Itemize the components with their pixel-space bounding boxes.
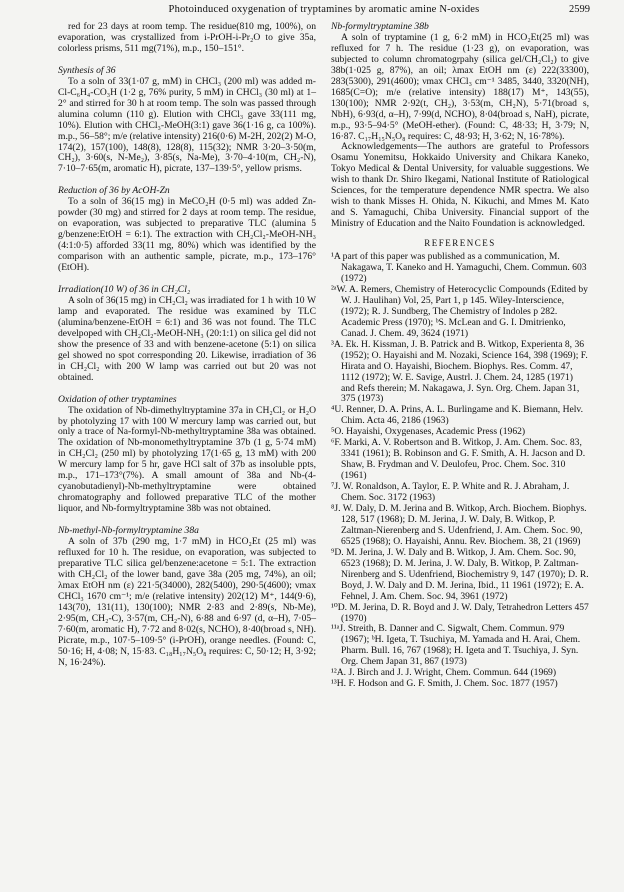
section-heading: Reduction of 36 by AcOH-Zn (58, 185, 170, 197)
reference-item: ⁸J. W. Daly, D. M. Jerina and B. Witkop, Arch. Biochem. Biophys. 128, 517 (1968); D. M. Jerina, J. W. Daly, B. Witkop, P. Zaltman-Nierenberg and S. Udenfriend, J. Am. Chem. Soc. 90, 6525 (1968); O. Hayaishi, Annu. Rev. Biochem. 38, 21 (1969) (331, 502, 587, 547)
reference-item: ¹¹ᵃJ. Streith, B. Danner and C. Sigwalt, Chem. Commun. 979 (1967); ᵇH. Igeta, T. Tsuchiya, M. Yamada and H. Arai, Chem. Pharm. Bull. 16, 767 (1968); H. Igeta and T. Tsuchiya, J. Syn. Org. Chem Japan 31, 867 (1973) (331, 623, 581, 668)
page-number: 2599 (569, 4, 590, 15)
references-title: REFERENCES (424, 238, 496, 249)
reference-item: ⁶F. Marki, A. V. Robertson and B. Witkop, J. Am. Chem. Soc. 83, 3341 (1961); B. Robinson and G. F. Smith, A. H. Jacson and D. Shaw, B. Frydman and V. Deulofeu, Proc. Chem. Soc. 310 (1961) (331, 437, 586, 482)
body-paragraph: To a soln of 33(1·07 g, mM) in CHCl₃ (200 ml) was added m-Cl-C₆H₄-CO₃H (1·2 g, 76% purity, 5 mM) in CHCl₃ (30 ml) at 1–2° and stirred for 30 h at room temp. The soln was passed through alumina column (110 g). Elution with CHCl₃ gave 33(111 mg, 10%). Elution with CHCl₃-MeOH(3:1) gave 36(1·16 g, ca 100%). m.p., 56–58°; m/e (relative intensity) 216(0·6) M-2H, 202(2) M-O, 174(2), 157(100), 148(8), 128(8), 115(32); NMR 3·20–3·50(m, CH₂), 3·60(s, N-Me₂), 3·85(s, Na-Me), 3·70–4·10(m, CH₂-N), 7·10–7·65(m, aromatic H), picrate, 137–139·5°, yellow prisms. (58, 75, 316, 175)
body-paragraph: A soln of tryptamine (1 g, 6·2 mM) in HCO₂Et(25 ml) was refluxed for 7 h. The residue (1·23 g), on evaporation, was subjected to column chromatogrpahy (silica gel/CH₂Cl₂) to give 38b(1·025 g, 87%), an oil; λmax EtOH nm (ε) 222(33300), 283(5300), 291(4600); νmax CHCl₃ cm⁻¹ 3485, 3440, 3320(NH), 1685(C=O); m/e (relative intensity) 188(17) M⁺, 143(55), 130(100); NMR 2·92(t, CH₂), 3·53(m, CH₂N), 5·71(broad s, NbH), 6·93(d, α–H), 7·99(d, NCHO), 8·04(broad s, NaH), picrate, m.p., 93·5–94·5° (MeOH-ether). (Found: C, 48·33; H, 3·79; N, 16·87. C₁₇H₁₅N₅O₈ requires: C, 48·93; H, 3·62; N, 16·78%). (331, 31, 589, 142)
right-column (331, 22, 589, 690)
reference-item: ⁷J. W. Ronaldson, A. Taylor, E. P. White and R. J. Abraham, J. Chem. Soc. 3172 (1963) (331, 481, 570, 504)
body-paragraph: Acknowledgements—The authors are grateful to Professors Osamu Yonemitsu, Hokkaido University and Chikara Kaneko, Tokyo Medical & Dental University, for valuable suggestions. We wish to thank Dr. Shiro Ikegami, National Institute of Ratiological Sciences, for the temperature dependence NMR spectra. We also wish to thank Misses H. Ohida, N. Kikuchi, and Mmes M. Kato and S. Yamaguchi, Chiba University. Financial support of the Ministry of Education and the Naito Foundation is acknowledged. (331, 141, 589, 230)
reference-item: ⁵O. Hayaishi, Oxygenases, Academic Press (1962) (331, 426, 526, 438)
reference-item: ²ᵃW. A. Remers, Chemistry of Heterocyclic Compounds (Edited by W. J. Haulihan) Vol, 25, Part 1, p 145. Wiley-Interscience, (1972); R. J. Sundberg, The Chemistry of Indoles p 282. Academic Press (1970); ᵇS. McLean and G. I. Dmitrienko, Canad. J. Chem. 49, 3624 (1971) (331, 283, 588, 339)
section-heading: Nb-methyl-Nb-formyltryptamine 38a (58, 525, 199, 537)
section-heading: Nb-formyltryptamine 38b (331, 21, 429, 32)
reference-item: ¹²A. J. Birch and J. J. Wright, Chem. Commun. 644 (1969) (331, 667, 557, 679)
section-heading: Oxidation of other tryptamines (58, 393, 177, 405)
page-header (58, 4, 590, 18)
body-paragraph: The oxidation of Nb-dimethyltryptamine 37a in CH₂Cl₂ or H₂O by photolyzing 17 with 100 W mercury lamp was carried out, but only a trace of Na-formyl-Nb-methyltryptamine 38a was obtained. The oxidation of Nb-monomethyltryptamine 37b (1 g, 5·74 mM) in CH₂Cl₂ (250 ml) by photolyzing 17(1·65 g, 13 mM) with 200 W mercury lamp for 5 hr, gave HCl salt of 37b as insoluble ppts, m.p., 171–173°(7%). A small amount of 38a and Nb-(4-cyanobutadienyl)-Nb-methyltryptamine were obtained chromatography and followed preparative TLC of the mother liquor, and Nb-formyltryptamine 38b was not obtained. (58, 404, 316, 515)
running-title: Photoinduced oxygenation of tryptamines by aromatic amine N-oxides (168, 4, 480, 15)
reference-item: ¹A part of this paper was published as a communication, M. Nakagawa, T. Kaneko and H. Yamaguchi, Chem. Commun. 603 (1972) (331, 251, 587, 284)
body-paragraph: A soln of 37b (290 mg, 1·7 mM) in HCO₂Et (25 ml) was refluxed for 10 h. The residue, on evaporation, was subjected to preparative TLC silica gel/benzene:acetone = 5:1. The extraction with CH₂Cl₂ of the lower band, gave 38a (205 mg, 74%), an oil; λmax EtOH nm (ε) 221·5(34000), 282(5400), 290·5(4600); νmax CHCl₃ 1670 cm⁻¹; m/e (relative intensity) 202(12) M⁺, 144(9·6), 143(70), 131(11), 130(100); NMR 2·83 and 2·89(s, Nb-Me), 2·95(m, CH₂-C), 3·57(m, CH₂-N), 6·88 and 6·97 (d, α–H), 7·05–7·60(m, aromatic H), 7·72 and 8·02(s, NCHO), 8·40(broad s, NH). Picrate, m.p., 107·5–109·5° (i-PrOH), orange needles. (Found: C, 50·16; H, 4·08; N, 15·83. C₁₈H₁₇N₅O₈ requires: C, 50·12; H, 3·92; N, 16·24%). (58, 536, 316, 668)
section-heading: Irradiation(10 W) of 36 in CH₂Cl₂ (58, 284, 191, 296)
body-paragraph: To a soln of 36(15 mg) in MeCO₂H (0·5 ml) was added Zn-powder (30 mg) and stirred for 2 days at room temp. The residue, on evaporation, was subjected to preparative TLC (alumina 5 g/benzene:EtOH = 6:1). The extraction with CH₂Cl₂-MeOH-NH₃ (4:1:0·5) afforded 33(11 mg, 80%) which was identified by the comparison with an authentic sample, picrate, m.p., 173–176° (EtOH). (58, 196, 316, 274)
body-paragraph: A soln of 36(15 mg) in CH₂Cl₂ was irradiated for 1 h with 10 W lamp and evaporated. The residue was examined by TLC (alumina/benzene-EtOH = 6:1) and 36 was not found. The TLC develpoped with CH₂Cl₂-MeOH-NH₃ (20:1:1) on silica gel did not show the presence of 33 and with benzene-acetone (5:1) on silica gel showed no spot corresponding 20. Likewise, irradiation of 36 in CH₂Cl₂ with 200 W lamp was carried out but 20 was not obtained. (58, 294, 316, 383)
left-column (58, 22, 316, 668)
reference-item: ¹⁰D. M. Jerina, D. R. Boyd and J. W. Daly, Tetrahedron Letters 457 (1970) (331, 601, 589, 624)
section-heading: Synthesis of 36 (58, 64, 116, 76)
reference-item: ⁹D. M. Jerina, J. W. Daly and B. Witkop, J. Am. Chem. Soc. 90, 6523 (1968); D. M. Jerina, J. W. Daly, B. Witkop, P. Zaltman-Nirenberg and S. Udenfriend, Biochemistry 9, 147 (1970); D. R. Boyd, J. W. Daly and D. M. Jerina, Ibid., 11 1961 (1972); E. A. Fehnel, J. Am. Chem. Soc. 94, 3961 (1972) (331, 546, 589, 602)
reference-item: ³A. Ek. H. Kissman, J. B. Patrick and B. Witkop, Experienta 8, 36 (1952); O. Hayaishi and M. Nozaki, Science 164, 398 (1969); F. Hirata and O. Hayaishi, Biochem. Biophys. Res. Comm. 47, 1112 (1972); W. E. Savige, Austrl. J. Chem. 24, 1285 (1971) and Refs therein; M. Nakagawa, J. Syn. Org. Chem. Japan 31, 375 (1973) (331, 338, 588, 405)
body-paragraph: red for 23 days at room temp. The residue(810 mg, 100%), on evaporation, was crystallized from i-PrOH-i-Pr₂O to give 35a, colorless prisms, 511 mg(71%), m.p., 150–151°. (58, 21, 316, 54)
reference-item: ⁴U. Renner, D. A. Prins, A. L. Burlingame and K. Biemann, Helv. Chim. Acta 46, 2186 (1963) (331, 404, 584, 427)
reference-item: ¹³H. F. Hodson and G. F. Smith, J. Chem. Soc. 1877 (1957) (331, 678, 558, 690)
